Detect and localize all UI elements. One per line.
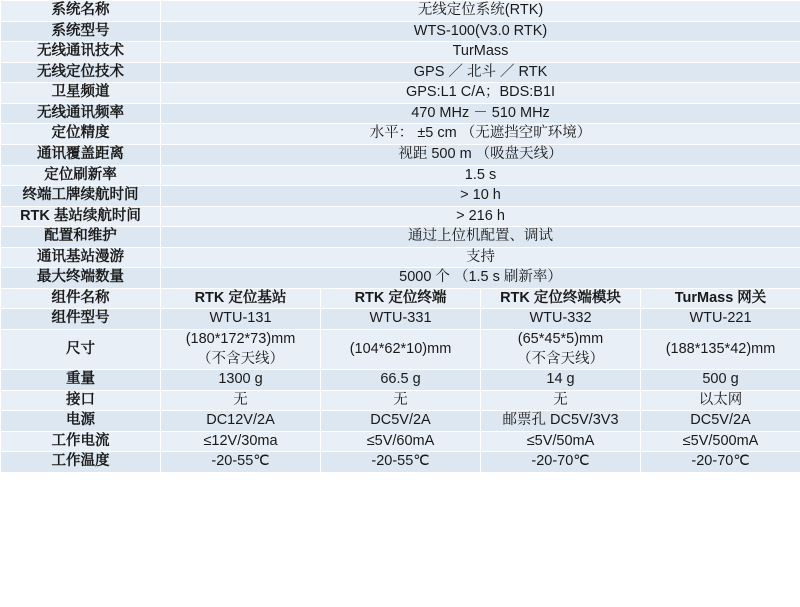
row-cell: 以太网	[641, 390, 800, 411]
cell-line-1: (104*62*10)mm	[349, 340, 452, 357]
row-label: 无线通讯频率	[1, 103, 161, 124]
row-value: 1.5 s	[161, 165, 800, 186]
row-cell: 无	[481, 390, 641, 411]
row-cell	[161, 309, 321, 330]
row-label: 系统型号	[1, 21, 161, 42]
table-row	[1, 268, 800, 289]
cell-line-1: (188*135*42)mm	[665, 340, 776, 357]
table-row	[1, 227, 800, 248]
row-label: 接口	[1, 390, 161, 411]
row-label: 配置和维护	[1, 227, 161, 248]
row-cell: 14 g	[481, 370, 641, 391]
row-cell	[161, 330, 321, 370]
cell-line-2: （不含天线）	[197, 350, 284, 367]
row-label: 重量	[1, 370, 161, 391]
row-cell	[321, 330, 481, 370]
row-cell: -20-55℃	[321, 452, 481, 473]
table-row	[1, 62, 800, 83]
component-column-header: RTK 定位终端	[321, 288, 481, 309]
row-cell: 66.5 g	[321, 370, 481, 391]
cell-line-1: WTU-332	[529, 310, 592, 327]
row-label: 定位精度	[1, 124, 161, 145]
row-label: 卫星频道	[1, 83, 161, 104]
row-cell	[641, 330, 800, 370]
row-cell: -20-55℃	[161, 452, 321, 473]
row-value: 支持	[161, 247, 800, 268]
row-value: > 216 h	[161, 206, 800, 227]
row-label: 无线通讯技术	[1, 42, 161, 63]
cell-line-1: WTU-331	[369, 310, 432, 327]
cell-line-1: WTU-131	[209, 310, 272, 327]
table-row	[1, 83, 800, 104]
row-cell: DC12V/2A	[161, 411, 321, 432]
row-value: 无线定位系统(RTK)	[161, 1, 800, 22]
table-row	[1, 309, 800, 330]
row-cell	[481, 309, 641, 330]
row-value: GPS ／ 北斗 ／ RTK	[161, 62, 800, 83]
row-cell: -20-70℃	[481, 452, 641, 473]
table-row	[1, 330, 800, 370]
cell-line-1: WTU-221	[689, 310, 752, 327]
table-row	[1, 186, 800, 207]
table-row	[1, 206, 800, 227]
cell-line-1: (65*45*5)mm	[517, 331, 604, 347]
row-cell	[641, 309, 800, 330]
component-column-header: TurMass 网关	[641, 288, 800, 309]
table-row	[1, 21, 800, 42]
row-value: WTS-100(V3.0 RTK)	[161, 21, 800, 42]
row-cell: DC5V/2A	[641, 411, 800, 432]
row-cell	[321, 309, 481, 330]
row-value: GPS:L1 C/A；BDS:B1I	[161, 83, 800, 104]
row-label: 组件型号	[1, 309, 161, 330]
row-label: 尺寸	[1, 330, 161, 370]
row-cell: ≤5V/60mA	[321, 431, 481, 452]
component-header-label: 组件名称	[1, 288, 161, 309]
row-label: 无线定位技术	[1, 62, 161, 83]
row-value: 水平： ±5 cm （无遮挡空旷环境）	[161, 124, 800, 145]
row-label: 终端工牌续航时间	[1, 186, 161, 207]
row-cell	[481, 330, 641, 370]
table-row	[1, 42, 800, 63]
row-label: 工作温度	[1, 452, 161, 473]
table-row	[1, 165, 800, 186]
row-cell: ≤5V/500mA	[641, 431, 800, 452]
table-row	[1, 370, 800, 391]
row-label: 最大终端数量	[1, 268, 161, 289]
row-value: TurMass	[161, 42, 800, 63]
table-row	[1, 411, 800, 432]
table-row	[1, 247, 800, 268]
row-cell: ≤5V/50mA	[481, 431, 641, 452]
row-label: 电源	[1, 411, 161, 432]
row-cell: 无	[161, 390, 321, 411]
row-label: 工作电流	[1, 431, 161, 452]
row-value: 视距 500 m （吸盘天线）	[161, 144, 800, 165]
table-row	[1, 103, 800, 124]
cell-line-2: （不含天线）	[517, 350, 604, 367]
table-row	[1, 452, 800, 473]
row-value: 通过上位机配置、调试	[161, 227, 800, 248]
row-label: 定位刷新率	[1, 165, 161, 186]
row-value: 470 MHz － 510 MHz	[161, 103, 800, 124]
row-cell: DC5V/2A	[321, 411, 481, 432]
row-cell: 邮票孔 DC5V/3V3	[481, 411, 641, 432]
row-label: 通讯基站漫游	[1, 247, 161, 268]
row-cell: 无	[321, 390, 481, 411]
row-label: 通讯覆盖距离	[1, 144, 161, 165]
row-label: 系统名称	[1, 1, 161, 22]
row-cell: 500 g	[641, 370, 800, 391]
table-row	[1, 431, 800, 452]
cell-line-1: (180*172*73)mm	[185, 331, 296, 347]
table-row	[1, 144, 800, 165]
row-cell: ≤12V/30ma	[161, 431, 321, 452]
row-value: 5000 个 （1.5 s 刷新率）	[161, 268, 800, 289]
component-header-row	[1, 288, 800, 309]
row-value: > 10 h	[161, 186, 800, 207]
row-cell: -20-70℃	[641, 452, 800, 473]
row-cell: 1300 g	[161, 370, 321, 391]
table-row	[1, 390, 800, 411]
component-column-header: RTK 定位终端模块	[481, 288, 641, 309]
table-row	[1, 1, 800, 22]
row-label: RTK 基站续航时间	[1, 206, 161, 227]
component-column-header: RTK 定位基站	[161, 288, 321, 309]
table-row	[1, 124, 800, 145]
